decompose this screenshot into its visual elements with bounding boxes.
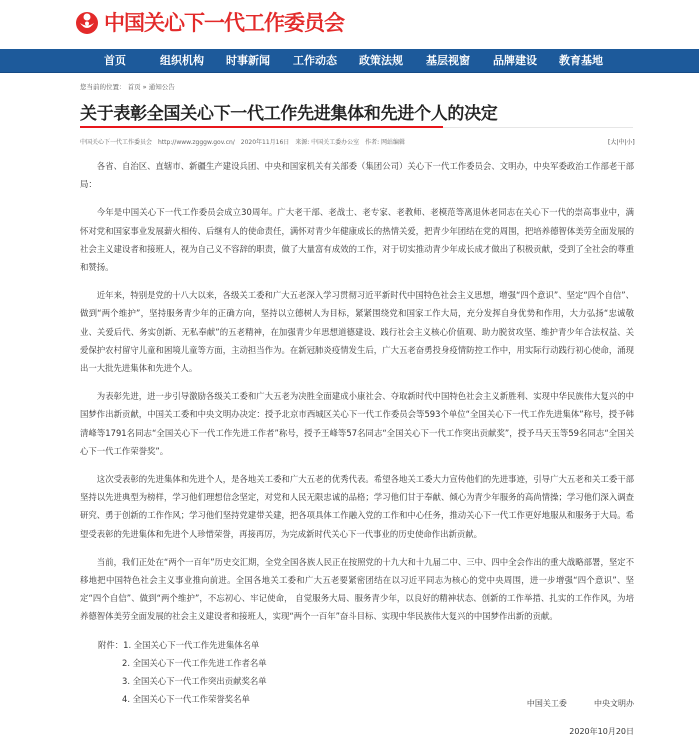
attachments-label: 附件： (98, 639, 124, 650)
attachment-item: 4. 全国关心下一代工作荣誉奖名单 (122, 693, 250, 704)
attachment-item: 1. 全国关心下一代工作先进集体名单 (123, 639, 260, 650)
font-size-controls[interactable]: [大|中|小] (608, 139, 635, 146)
paragraph: 近年来，特别是党的十八大以来，各级关工委和广大五老深入学习贯彻习近平新时代中国特色社会主义思想，增强“四个意识”、坚定“四个自信”、做到“两个维护”，坚持服务青少年的正确方向，坚持以立德树人为目标，紧紧围绕党和国家工作大局，充分发挥自身优势和作用，大力弘扬“忠诚敬业、关爱后代、务实创新、无私奉献”的五老精神，在加强青少年思想道德建设、践行社会主义核心价值观、助力脱贫攻坚、维护青少年合法权益、关爱保护农村留守儿童和困境儿童等方面，主动担当作为。在新冠肺炎疫情发生后，广大五老奋勇投身疫情防控工作中，用实际行动践行初心使命，涌现出一大批先进集体和先进个人。 (80, 290, 634, 374)
nav-item-home[interactable]: 首页 (104, 54, 126, 67)
site-header (0, 0, 699, 49)
title-underline (80, 126, 443, 128)
meta-source: 来源: 中国关工委办公室 (295, 139, 360, 146)
meta-date: 2020年11月16日 (240, 139, 290, 146)
attachments-list (80, 636, 634, 708)
nav-item-work-updates[interactable]: 工作动态 (293, 54, 337, 67)
meta-site: 中国关心下一代工作委员会 (80, 139, 153, 146)
attachment-item: 2. 全国关心下一代工作先进工作者名单 (122, 657, 267, 668)
meta-author: 作者: 网站编辑 (365, 139, 406, 146)
breadcrumb-prefix: 您当前的位置： (80, 83, 126, 91)
breadcrumb-separator: » (142, 83, 147, 91)
article-body (80, 157, 634, 708)
nav-item-policy[interactable]: 政策法规 (359, 54, 403, 67)
signatory: 中国关工委 (526, 699, 567, 708)
breadcrumb (80, 82, 175, 91)
paragraph: 今年是中国关心下一代工作委员会成立30周年。广大老干部、老战士、老专家、老教师、老模范等离退休老同志在关心下一代的崇高事业中，满怀对党和国家事业发展薪火相传、后继有人的使命责任，满怀对青少年健康成长的热情关爱，把青少年团结在党的周围，把培养德智体美劳全面发展的社会主义建设者和接班人，视为自己义不容辞的职责，做了大量富有成效的工作，对于切实推动青少年成长成才做出了积极贡献，受到了全社会的尊重和赞扬。 (80, 207, 634, 273)
signatory: 中央文明办 (594, 699, 634, 708)
site-logo[interactable] (74, 7, 344, 37)
nav-item-news[interactable]: 时事新闻 (226, 54, 270, 67)
page-title: 关于表彰全国关心下一代工作先进集体和先进个人的决定 (80, 104, 498, 124)
meta-url[interactable]: http://www.zgggw.gov.cn/ (157, 139, 235, 146)
nav-item-grassroots[interactable]: 基层视窗 (426, 54, 470, 67)
paragraph: 为表彰先进，进一步引导激励各级关工委和广大五老为决胜全面建成小康社会、夺取新时代中国特色社会主义新胜利、实现中华民族伟大复兴的中国梦作出新贡献，中国关工委和中央文明办决定：授予北京市西城区关心下一代工作委员会等593个单位“全国关心下一代工作先进集体”称号，授予韩清峰等1791名同志“全国关心下一代工作先进工作者”称号，授予王峰等57名同志“全国关心下一代工作突出贡献奖”，授予马天玉等59名同志“全国关心下一代工作荣誉奖”。 (80, 391, 634, 456)
main-nav (0, 49, 699, 73)
attachment-item: 3. 全国关心下一代工作突出贡献奖名单 (122, 675, 267, 686)
nav-item-organization[interactable]: 组织机构 (160, 54, 204, 67)
article-meta (80, 137, 409, 146)
logo-emblem-icon (74, 9, 100, 35)
breadcrumb-home[interactable]: 首页 (127, 83, 141, 91)
paragraph: 这次受表彰的先进集体和先进个人，是各地关工委和广大五老的优秀代表。希望各地关工委大力宣传他们的先进事迹，引导广大五老和关工委干部坚持以先进典型为榜样，学习他们理想信念坚定，对党和人民无限忠诚的品格；学习他们甘于奉献、倾心为青少年服务的高尚情操；学习他们深入调查研究、勇于创新的工作作风；学习他们坚持党建带关建，把各项具体工作融入党的工作和中心任务，推动关心下一代工作更好地服从和服务于大局。希望受表彰的先进集体和先进个人珍惜荣誉，再接再厉，为完成新时代关心下一代事业的历史使命作出新贡献。 (80, 474, 634, 539)
sign-date: 2020年10月20日 (569, 727, 634, 736)
nav-item-brand[interactable]: 品牌建设 (493, 54, 537, 67)
logo-text: 中国关心下一代工作委员会 (104, 11, 344, 35)
signatories (80, 698, 634, 709)
paragraph: 当前，我们正处在“两个一百年”历史交汇期，全党全国各族人民正在按照党的十九大和十九届二中、三中、四中全会作出的重大战略部署，坚定不移地把中国特色社会主义事业推向前进。全国各地关工委和广大五老要紧密团结在以习近平同志为核心的党中央周围，进一步增强“四个意识”、坚定“四个自信”、做到“两个维护”，不忘初心、牢记使命， 自觉服务大局、服务青少年，以良好的精神状态、创新的工作举措、扎实的工作作风，为培养德智体美劳全面发展的社会主义建设者和接班人，实现“两个一百年”奋斗目标、实现中华民族伟大复兴的中国梦作出新的贡献。 (80, 556, 634, 622)
breadcrumb-current[interactable]: 通知公告 (148, 83, 175, 91)
nav-item-education-base[interactable]: 教育基地 (559, 54, 603, 67)
paragraph-salutation: 各省、自治区、直辖市、新疆生产建设兵团、中央和国家机关有关部委（集团公司）关心下一代工作委员会、文明办，中央军委政治工作部老干部局： (80, 161, 634, 190)
